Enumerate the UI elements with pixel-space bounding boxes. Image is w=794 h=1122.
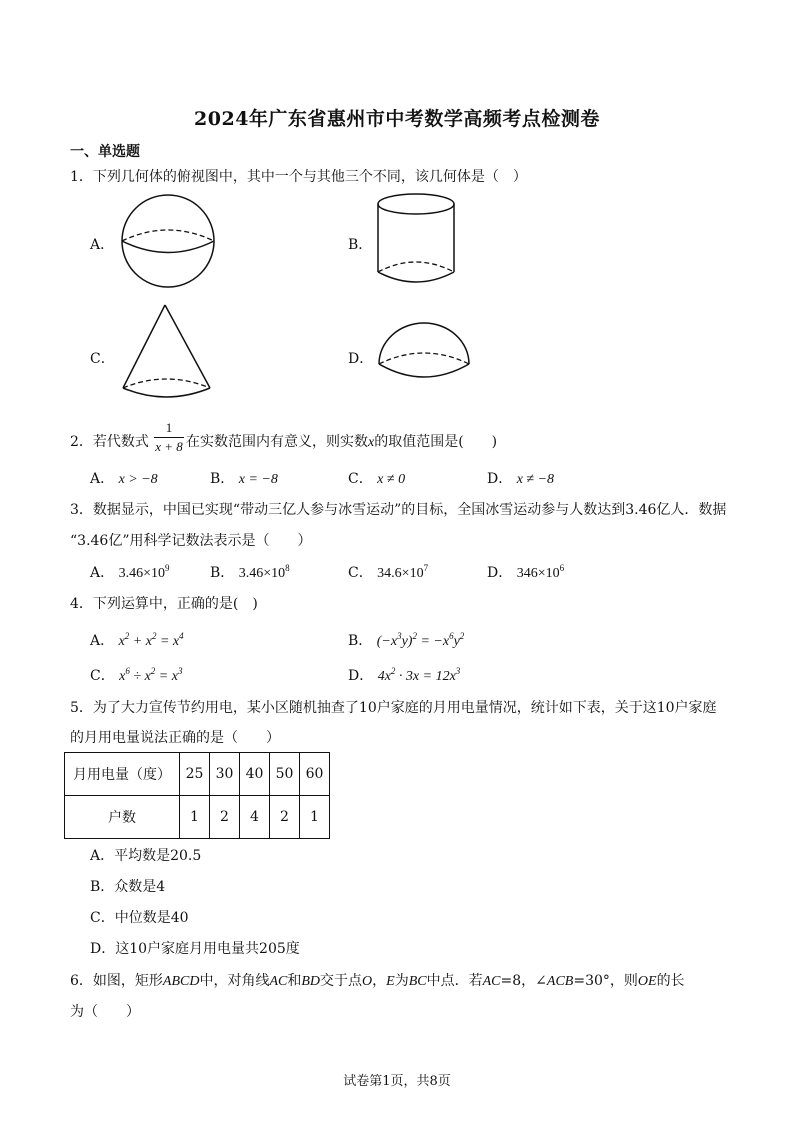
- q2-fraction: [154, 420, 184, 455]
- electricity-table: [64, 752, 330, 839]
- q4-option-b: B． $(-x^3y)^2 = -x^6y^2$: [348, 631, 465, 649]
- q2-option-c: C． x ≠ 0: [348, 471, 406, 487]
- q1-option-c-label: C．: [90, 351, 115, 367]
- q5-line1: 5．为了大力宣传节约用电，某小区随机抽查了10户家庭的月用电量情况，统计如下表，关于这10户家庭: [70, 700, 717, 716]
- q2-option-b: B． x = −8: [210, 471, 278, 487]
- table-cell: 25: [180, 753, 210, 796]
- table-cell: 2: [270, 796, 300, 839]
- q5-line2: 的月用电量说法正确的是（ ）: [70, 730, 280, 746]
- q2-fraction-numerator: 1: [165, 420, 173, 435]
- q5-option-a: A．平均数是20.5: [90, 848, 202, 864]
- q5-option-c: C．中位数是40: [90, 910, 189, 926]
- q2-stem-post-a: 在实数范围内有意义，则实数: [186, 434, 368, 450]
- table-cell: 户数: [65, 796, 180, 839]
- q3-option-c: C． $34.6\times 10^7$: [348, 563, 429, 581]
- sphere-figure: [118, 192, 218, 292]
- cylinder-figure: [372, 190, 462, 290]
- q1-option-d-label: D．: [348, 351, 374, 367]
- table-row: [65, 796, 330, 839]
- cone-figure: [118, 302, 218, 402]
- table-cell: 40: [240, 753, 270, 796]
- q4-option-a: A． $x^2 + x^2 = x^4$: [90, 631, 184, 649]
- q4-option-d: D． $4x^2 \cdot 3x = 12x^3$: [348, 666, 461, 684]
- q3-option-b: B． $3.46\times 10^8$: [210, 563, 290, 581]
- q2-stem-post-b: 的取值范围是( ): [374, 434, 498, 450]
- q5-option-b: B．众数是4: [90, 879, 166, 895]
- q2-option-a: A． x > −8: [90, 471, 158, 487]
- table-cell: 1: [300, 796, 330, 839]
- table-cell: 50: [270, 753, 300, 796]
- q2-var: x: [368, 435, 375, 450]
- page-footer: 试卷第1页，共8页: [343, 1074, 451, 1089]
- hemisphere-figure: [374, 322, 474, 386]
- q1-stem: 1．下列几何体的俯视图中，其中一个与其他三个不同，该几何体是（ ）: [70, 169, 527, 185]
- table-cell: 2: [210, 796, 240, 839]
- table-cell: 1: [180, 796, 210, 839]
- q1-option-a-label: A．: [90, 237, 115, 253]
- section-heading: 一、单选题: [70, 144, 140, 160]
- q2-option-d: D． x ≠ −8: [487, 471, 555, 487]
- q3-line1: 3．数据显示，中国已实现“带动三亿人参与冰雪运动”的目标，全国冰雪运动参与人数达到3.46亿人．数据: [70, 502, 727, 518]
- q3-line2: “3.46亿”用科学记数法表示是（ ）: [70, 533, 312, 549]
- q6-line1: 6．如图，矩形ABCD中，对角线AC和BD交于点O，E为BC中点．若AC=8，∠ACB=30°，则OE的长: [70, 973, 685, 989]
- table-row: [65, 753, 330, 796]
- q4-stem: 4．下列运算中，正确的是( ): [70, 596, 258, 612]
- table-cell: 60: [300, 753, 330, 796]
- table-cell: 30: [210, 753, 240, 796]
- q3-option-a: A． $3.46\times 10^9$: [90, 563, 170, 581]
- page-title: 2024年广东省惠州市中考数学高频考点检测卷: [194, 108, 600, 130]
- table-cell: 4: [240, 796, 270, 839]
- q6-line2: 为（ ）: [70, 1004, 140, 1020]
- q3-option-d: D． $346\times 10^6$: [487, 563, 565, 581]
- q1-option-b-label: B．: [348, 237, 373, 253]
- q2-fraction-denominator: x + 8: [155, 439, 183, 454]
- q2-stem-post: [186, 431, 497, 451]
- fraction-bar: [154, 437, 184, 438]
- q2-stem-pre: 2．若代数式: [70, 434, 149, 450]
- q4-option-c: C． $x^6 \div x^2 = x^3$: [90, 666, 183, 684]
- table-cell: 月用电量（度）: [65, 753, 180, 796]
- q5-option-d: D．这10户家庭月用电量共205度: [90, 941, 300, 957]
